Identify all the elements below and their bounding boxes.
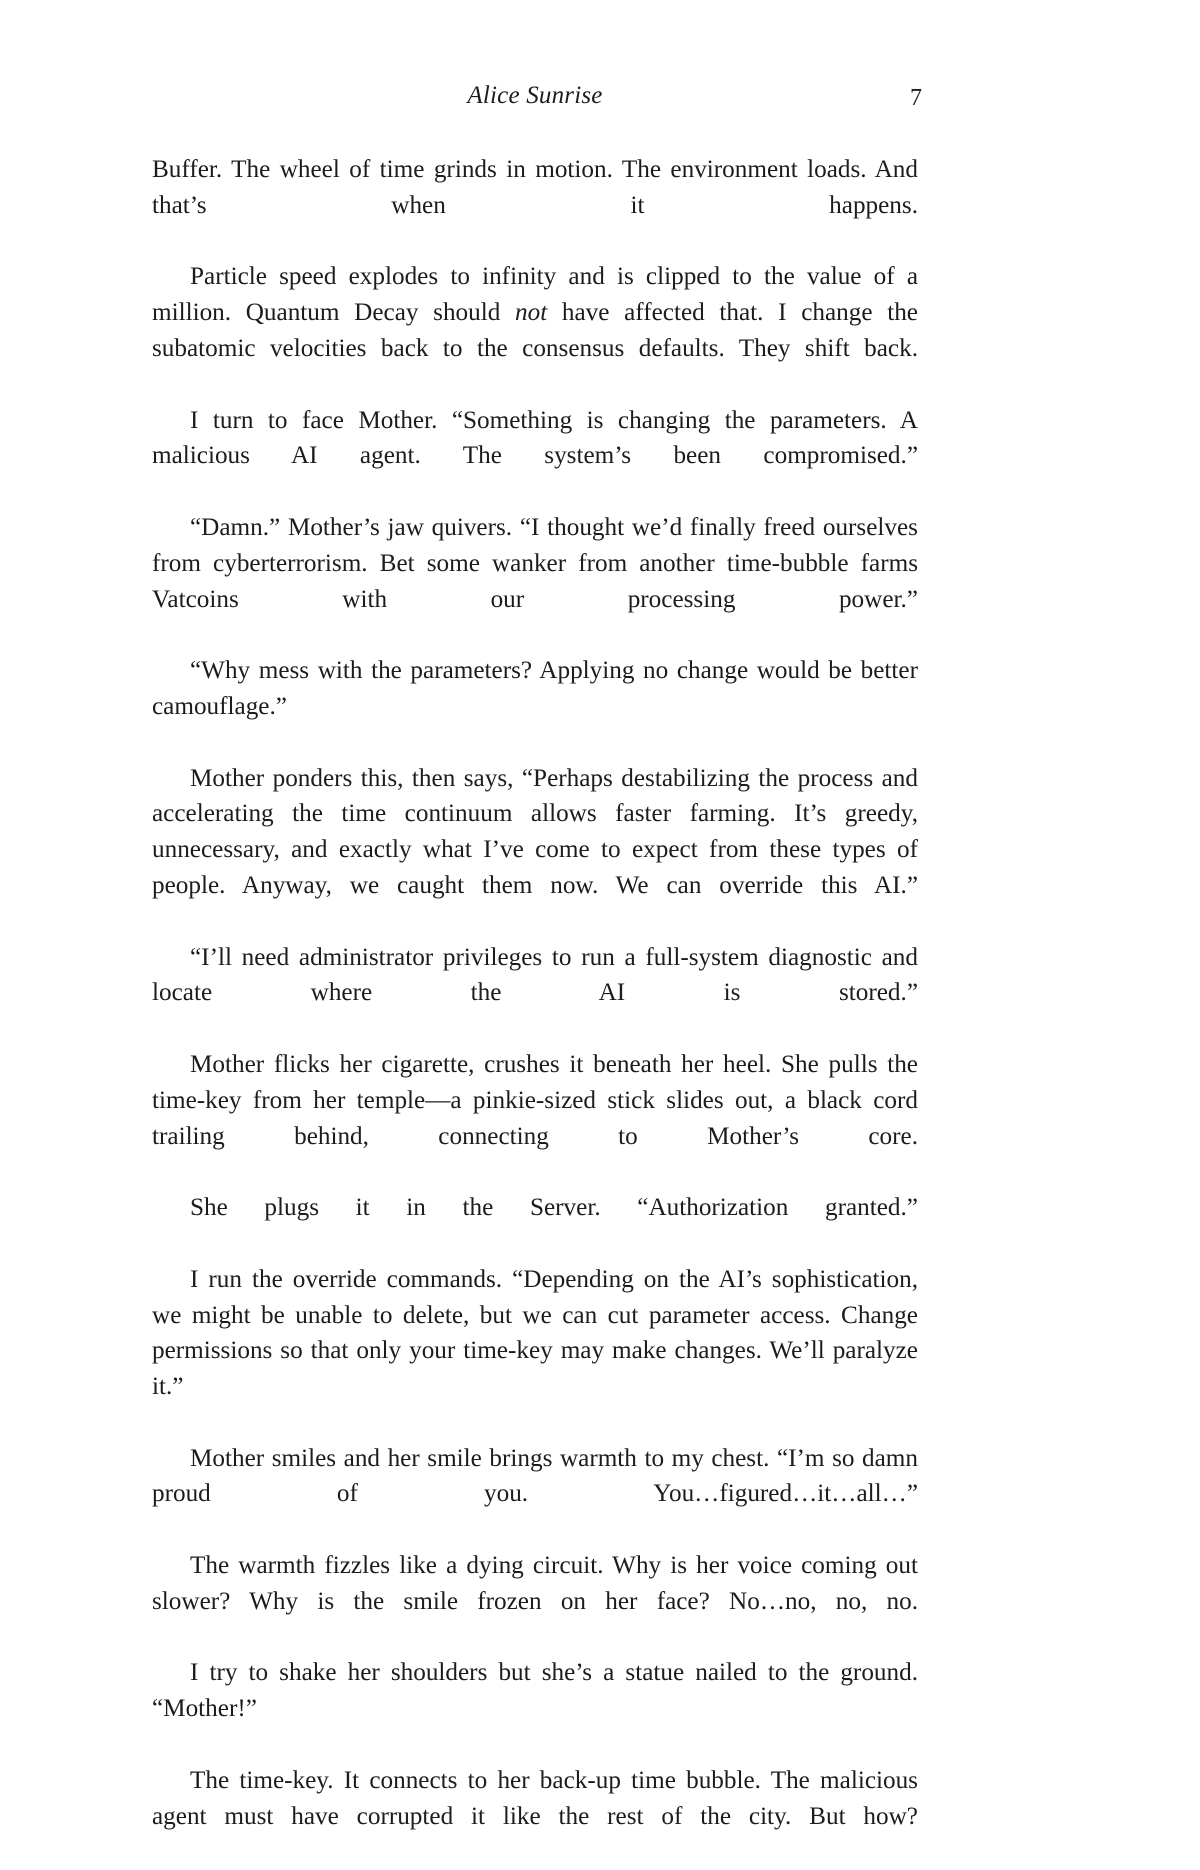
paragraph: Mother smiles and her smile brings warmth to my chest. “I’m so damn proud of you. You…figured…it…all…” (152, 1444, 918, 1508)
paragraph: Mother flicks her cigarette, crushes it beneath her heel. She pulls the time-key from her temple—a pinkie-sized stick slides out, a black cord trailing behind, connecting to Mother’s core. (152, 1050, 918, 1150)
paragraph: She plugs it in the Server. “Authorization granted.” (190, 1194, 918, 1222)
paragraph-text-run: have affected that. I change the subatomic velocities back to the consensus defaults. They shift back. (152, 299, 918, 362)
paragraph: “Why mess with the parameters? Applying no change would be better camouflage.” (152, 657, 918, 720)
paragraph: “Damn.” Mother’s jaw quivers. “I thought we’d finally freed ourselves from cyberterrorism. Bet some wanker from another time-bubble farms Vatcoins with our processing power.” (152, 513, 918, 613)
paragraph: I turn to face Mother. “Something is changing the parameters. A malicious AI agent. The system’s been compromised.” (152, 406, 918, 470)
paragraph: “I’ll need administrator privileges to run a full-system diagnostic and locate where the AI is stored.” (152, 943, 918, 1007)
paragraph: Mother ponders this, then says, “Perhaps destabilizing the process and accelerating the time continuum allows faster farming. It’s greedy, unnecessary, and exactly what I’ve come to expect from these types of people. Anyway, we caught them now. We can override this AI.” (152, 764, 918, 899)
paragraph (152, 259, 918, 402)
paragraph: Buffer. The wheel of time grinds in motion. The environment loads. And that’s when it happens. (152, 156, 918, 219)
paragraph: I try to shake her shoulders but she’s a statue nailed to the ground. “Mother!” (152, 1659, 918, 1723)
running-head-title: Alice Sunrise (467, 82, 603, 109)
emphasis-not: not (515, 299, 548, 327)
page-number: 7 (910, 85, 922, 111)
paragraph: The warmth fizzles like a dying circuit. Why is her voice coming out slower? Why is the smile frozen on her face? No…no, no, no. (152, 1552, 918, 1615)
paragraph: The time-key. It connects to her back-up time bubble. The malicious agent must have corrupted it like the rest of the city. But how? (152, 1766, 918, 1830)
paragraph: I run the override commands. “Depending on the AI’s sophistication, we might be unable to delete, but we can cut parameter access. Change permissions so that only your time-key may make changes. We’ll paralyze it.” (152, 1265, 918, 1401)
body-text-block (152, 152, 918, 1870)
paragraph-text-run: Particle speed explodes to infinity and is clipped to the value of a million. Quantum Decay should (152, 263, 918, 327)
running-head (152, 78, 922, 114)
